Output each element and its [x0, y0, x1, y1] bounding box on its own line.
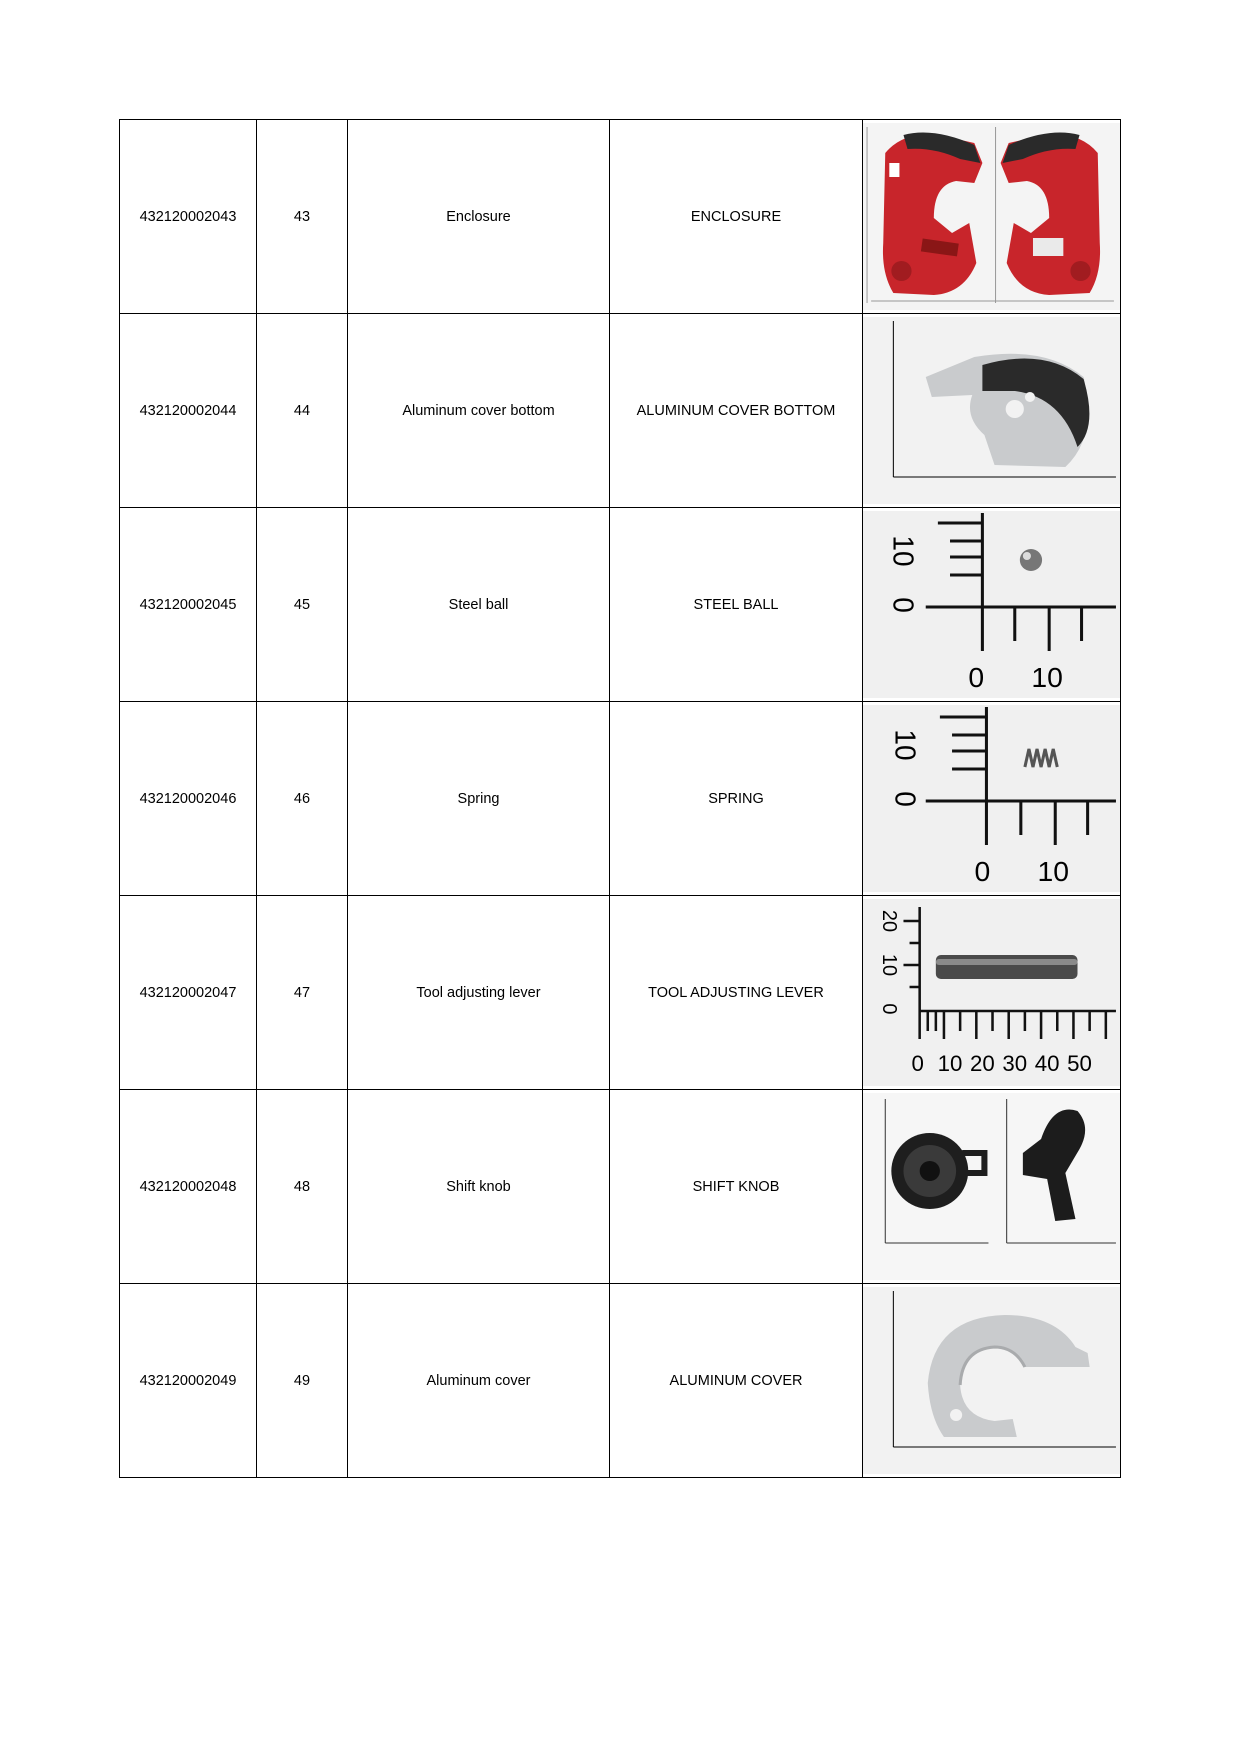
scale-label: 10: [1031, 662, 1063, 693]
part-photo-cell: [863, 314, 1121, 508]
part-photo-cell: [863, 702, 1121, 896]
table-row: [120, 1284, 1121, 1478]
position-cell: 48: [257, 1090, 348, 1284]
part-name-upper-cell: SHIFT KNOB: [610, 1090, 863, 1284]
position-cell: 47: [257, 896, 348, 1090]
position-cell: 45: [257, 508, 348, 702]
spring-photo: [863, 705, 1120, 892]
scale-label: 10: [889, 729, 921, 761]
part-name-upper-cell: SPRING: [610, 702, 863, 896]
steel-ball-photo: [863, 511, 1120, 698]
scale-label: 40: [1034, 1051, 1060, 1076]
scale-label: 0: [974, 856, 991, 887]
part-number-cell: 432120002047: [120, 896, 257, 1090]
part-number-cell: 432120002049: [120, 1284, 257, 1478]
part-photo-cell: [863, 120, 1121, 314]
part-name-upper-cell: STEEL BALL: [610, 508, 863, 702]
part-name-upper-cell: ALUMINUM COVER: [610, 1284, 863, 1478]
shift-knob-photo: [863, 1093, 1120, 1280]
scale-label: 10: [887, 535, 919, 567]
position-cell: 44: [257, 314, 348, 508]
part-photo-cell: [863, 508, 1121, 702]
part-name-upper-cell: ENCLOSURE: [610, 120, 863, 314]
scale-label: 30: [1002, 1051, 1028, 1076]
table-row: [120, 702, 1121, 896]
part-name-cell: Steel ball: [348, 508, 610, 702]
scale-label: 20: [878, 909, 901, 933]
scale-label: 20: [970, 1051, 995, 1076]
part-photo-cell: [863, 1090, 1121, 1284]
part-name-upper-cell: TOOL ADJUSTING LEVER: [610, 896, 863, 1090]
part-name-cell: Shift knob: [348, 1090, 610, 1284]
part-name-cell: Aluminum cover bottom: [348, 314, 610, 508]
part-name-cell: Spring: [348, 702, 610, 896]
part-name-cell: Aluminum cover: [348, 1284, 610, 1478]
scale-label: 10: [937, 1051, 963, 1076]
table-row: [120, 314, 1121, 508]
position-cell: 43: [257, 120, 348, 314]
table-row: [120, 508, 1121, 702]
table-row: [120, 896, 1121, 1090]
part-name-cell: Enclosure: [348, 120, 610, 314]
position-cell: 49: [257, 1284, 348, 1478]
aluminum-cover-bottom-photo: [863, 317, 1120, 504]
scale-label: 10: [1037, 856, 1069, 887]
part-photo-cell: [863, 896, 1121, 1090]
part-name-cell: Tool adjusting lever: [348, 896, 610, 1090]
aluminum-cover-photo: [863, 1287, 1120, 1474]
scale-label: 50: [1067, 1051, 1092, 1076]
part-number-cell: 432120002044: [120, 314, 257, 508]
part-number-cell: 432120002048: [120, 1090, 257, 1284]
scale-label: 0: [889, 791, 921, 807]
scale-label: 10: [878, 953, 901, 977]
parts-table: [119, 119, 1121, 1478]
scale-label: 0: [911, 1051, 924, 1076]
scale-label: 0: [968, 662, 985, 693]
part-number-cell: 432120002043: [120, 120, 257, 314]
table-row: [120, 1090, 1121, 1284]
table-row: [120, 120, 1121, 314]
position-cell: 46: [257, 702, 348, 896]
tool-adjusting-lever-photo: [863, 899, 1120, 1086]
part-name-upper-cell: ALUMINUM COVER BOTTOM: [610, 314, 863, 508]
scale-label: 0: [887, 597, 919, 613]
part-number-cell: 432120002045: [120, 508, 257, 702]
enclosure-photo: [863, 123, 1120, 310]
part-photo-cell: [863, 1284, 1121, 1478]
scale-label: 0: [878, 1003, 901, 1015]
part-number-cell: 432120002046: [120, 702, 257, 896]
